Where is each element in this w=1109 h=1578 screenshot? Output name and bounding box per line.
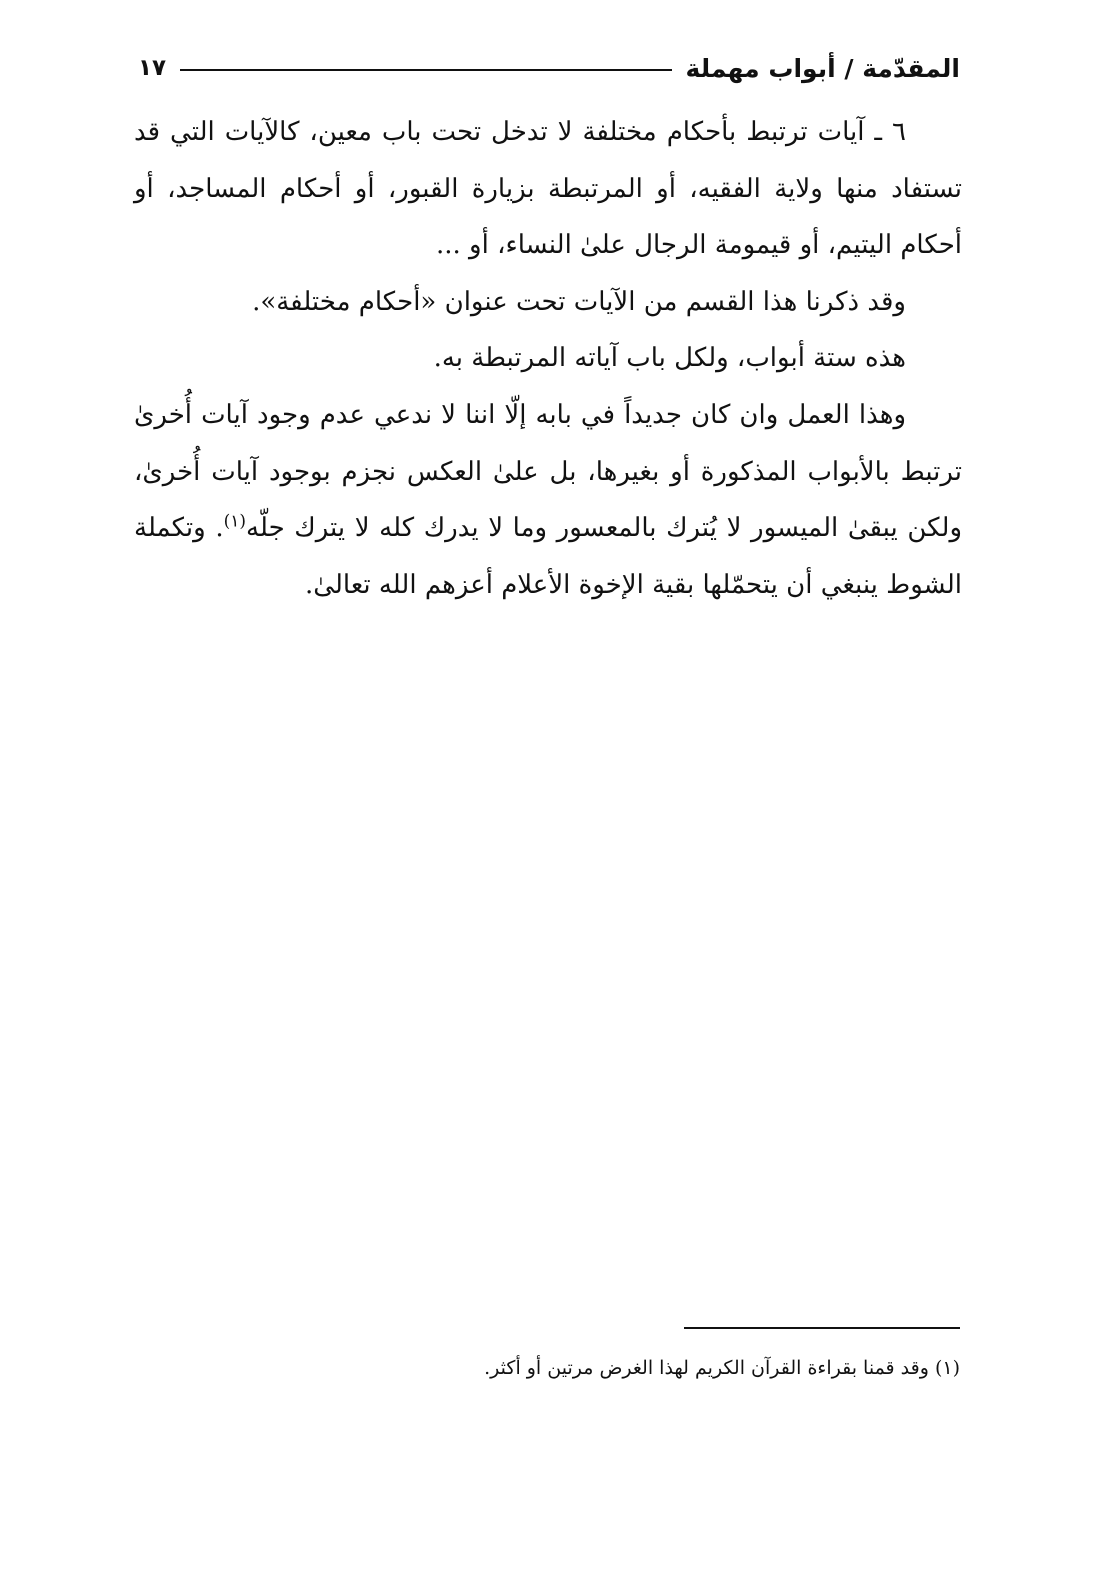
paragraph-closing-end: . وتكملة الشوط ينبغي أن يتحمّلها بقية الإخوة الأعلام أعزهم الله تعالىٰ.	[134, 513, 962, 600]
paragraph-closing-text: وهذا العمل وان كان جديداً في بابه إلّا اننا لا ندعي عدم وجود آيات أُخرىٰ ترتبط بالأبواب المذكورة أو بغيرها، بل علىٰ العكس نجزم بوجود آيات أُخرىٰ، ولكن يبقىٰ الميسور لا يُترك بالمعسور وما لا يدرك كله لا يترك جلّه	[134, 399, 962, 544]
page-number: ١٧	[138, 55, 167, 81]
paragraph-section-title: وقد ذكرنا هذا القسم من الآيات تحت عنوان «أحكام مختلفة».	[252, 286, 906, 317]
paragraph-closing	[134, 387, 962, 613]
footnote-1: (١) وقد قمنا بقراءة القرآن الكريم لهذا الغرض مرتين أو أكثر.	[484, 1357, 960, 1379]
body-text	[134, 104, 962, 613]
footnote-reference: (١)	[223, 511, 247, 532]
header-title: المقدّمة / أبواب مهملة	[685, 53, 960, 83]
paragraph-six-sections: هذه ستة أبواب، ولكل باب آياته المرتبطة به.	[433, 343, 906, 374]
running-header	[138, 48, 960, 88]
header-rule	[180, 69, 671, 71]
footnote-separator	[684, 1327, 960, 1329]
paragraph-item-6: ٦ ـ آيات ترتبط بأحكام مختلفة لا تدخل تحت باب معين، كالآيات التي قد تستفاد منها ولاية الفقيه، أو المرتبطة بزيارة القبور، أو أحكام المساجد، أو أحكام اليتيم، أو قيمومة الرجال علىٰ النساء، أو ...	[134, 117, 962, 261]
